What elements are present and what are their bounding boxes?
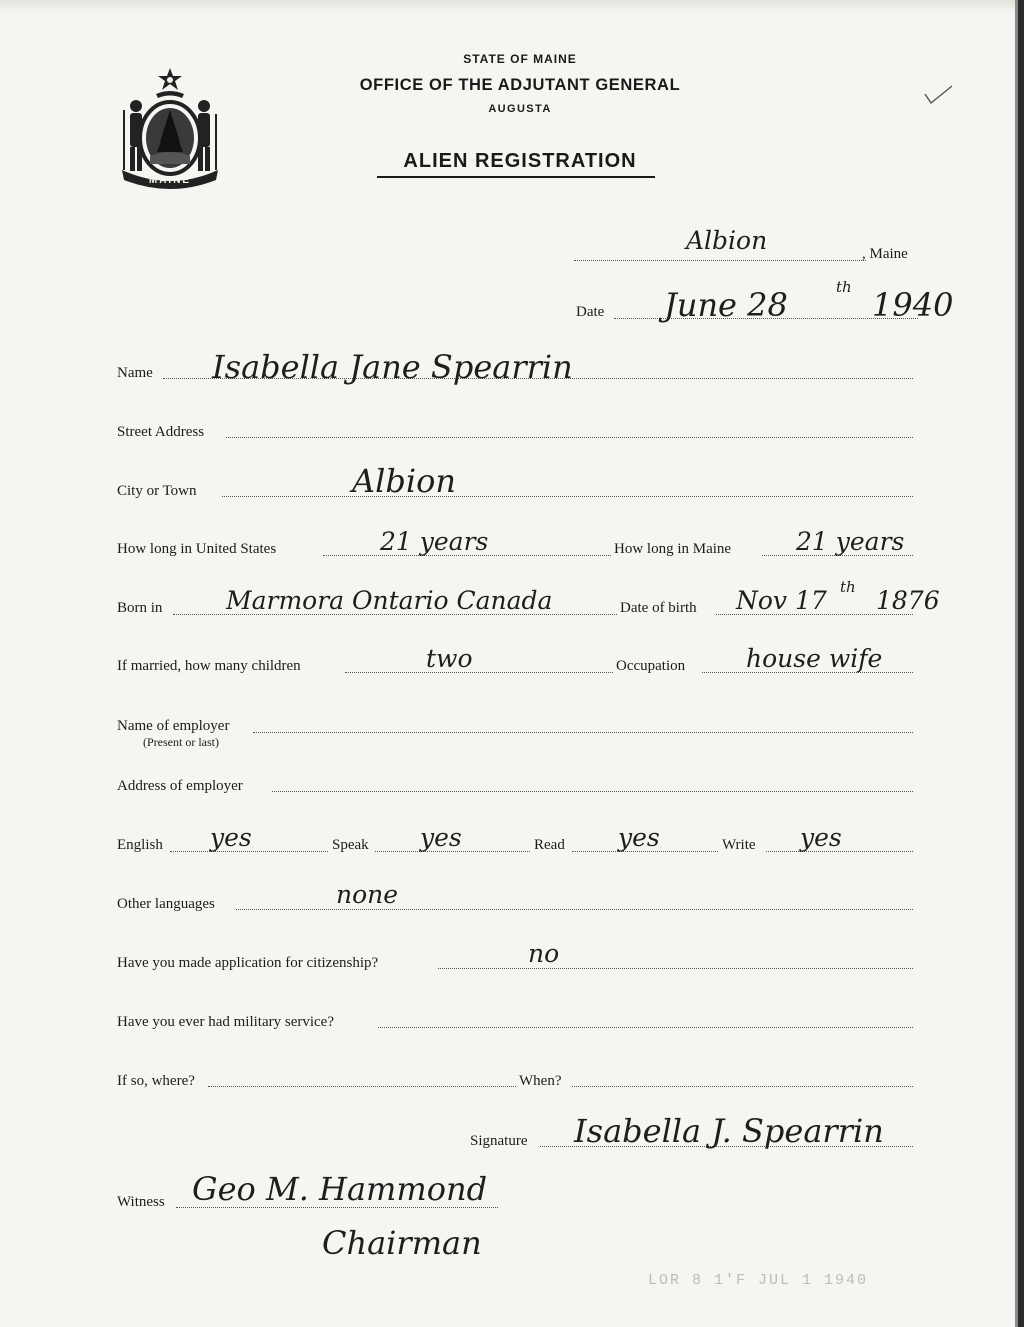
speak-label: Speak [332, 837, 369, 853]
children-label: If married, how many children [117, 658, 301, 674]
how-long-us-value: 21 years [380, 527, 489, 556]
title-underline [377, 176, 655, 178]
other-languages-field-line [236, 909, 913, 910]
children-value: two [426, 644, 473, 673]
date-of-birth-ordinal: th [840, 578, 856, 596]
city-heading: AUGUSTA [488, 103, 552, 115]
date-year: 1940 [872, 286, 954, 324]
write-label: Write [722, 837, 756, 853]
street-address-field-line [226, 437, 913, 438]
write-value: yes [800, 823, 842, 852]
witness-label: Witness [117, 1194, 165, 1210]
name-label: Name [117, 365, 153, 381]
employer-address-label: Address of employer [117, 778, 243, 794]
employer-name-field-line [253, 732, 913, 733]
date-month-day: June 28 [664, 286, 788, 324]
place-value: Albion [686, 226, 768, 255]
city-or-town-label: City or Town [117, 483, 197, 499]
where-label: If so, where? [117, 1073, 195, 1089]
witness-title: Chairman [322, 1224, 482, 1262]
maine-label: , Maine [862, 246, 908, 262]
other-languages-value: none [336, 880, 399, 909]
born-in-value: Marmora Ontario Canada [226, 586, 553, 615]
city-or-town-value: Albion [352, 462, 456, 500]
date-of-birth-year: 1876 [876, 586, 940, 615]
english-value: yes [210, 823, 252, 852]
children-field-line [345, 672, 613, 673]
city-or-town-field-line [222, 496, 913, 497]
read-value: yes [618, 823, 660, 852]
citizenship-value: no [528, 939, 560, 968]
name-value: Isabella Jane Spearrin [212, 348, 573, 386]
citizenship-label: Have you made application for citizenship? [117, 955, 379, 971]
military-label: Have you ever had military service? [117, 1014, 334, 1030]
where-field-line [208, 1086, 516, 1087]
english-label: English [117, 837, 163, 853]
form-title: ALIEN REGISTRATION [403, 150, 637, 172]
state-heading: STATE OF MAINE [463, 52, 577, 66]
signature-value: Isabella J. Spearrin [574, 1112, 884, 1150]
page-edge-dark [1018, 0, 1024, 1327]
speak-value: yes [420, 823, 462, 852]
date-of-birth-label: Date of birth [620, 600, 697, 616]
date-ordinal: th [836, 278, 852, 296]
office-heading: OFFICE OF THE ADJUTANT GENERAL [359, 76, 681, 94]
date-label: Date [576, 304, 605, 320]
street-address-label: Street Address [117, 424, 205, 440]
born-in-label: Born in [117, 600, 163, 616]
citizenship-field-line [438, 968, 913, 969]
when-label: When? [519, 1073, 562, 1089]
how-long-us-label: How long in United States [117, 541, 277, 557]
when-field-line [572, 1086, 913, 1087]
other-languages-label: Other languages [117, 896, 215, 912]
read-label: Read [534, 837, 565, 853]
place-field-line [574, 260, 866, 261]
date-of-birth-month-day: Nov 17 [736, 586, 827, 615]
occupation-label: Occupation [616, 658, 686, 674]
how-long-maine-value: 21 years [796, 527, 905, 556]
employer-address-field-line [272, 791, 913, 792]
how-long-maine-label: How long in Maine [614, 541, 732, 557]
military-field-line [378, 1027, 913, 1028]
received-stamp: LOR 8 1'F JUL 1 1940 [648, 1272, 869, 1289]
occupation-value: house wife [746, 644, 883, 673]
svg-text:MAINE: MAINE [148, 175, 192, 186]
page-top-shadow [0, 0, 1024, 12]
signature-label: Signature [470, 1133, 528, 1149]
witness-value: Geo M. Hammond [192, 1170, 488, 1208]
employer-name-sublabel: (Present or last) [143, 735, 219, 749]
employer-name-label: Name of employer [117, 718, 230, 734]
